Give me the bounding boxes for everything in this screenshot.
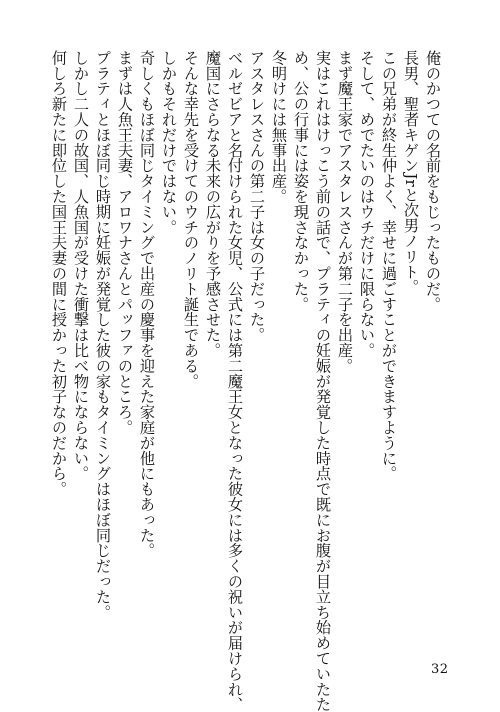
text-line: 俺のかつての名前をもじったものだ。 — [424, 50, 442, 312]
text-line: この兄弟が終生仲よく、幸せに過ごすことができますように。 — [380, 50, 398, 482]
text-line: しかもそれだけではない。 — [160, 50, 178, 235]
text-line: 魔国にさらなる未来の広がりを予感させた。 — [204, 50, 222, 358]
text-line: そんな幸先を受けてのウチのノリト誕生である。 — [182, 50, 200, 389]
text-line: 何しろ新たに即位した国王夫妻の間に授かった初子なのだから。 — [50, 50, 68, 497]
text-line: 長男、聖者キゲンJrと次男ノリト。 — [402, 50, 420, 295]
text-line: プラティとほぼ同じ時期に妊娠が発覚した彼の家もタイミングはほぼ同じだった。 — [94, 50, 112, 620]
text-line: 奇しくもほぼ同じタイミングで出産の慶事を迎えた家庭が他にもあった。 — [138, 50, 156, 559]
text-line: ベルゼビアと名付けられた女児、公式には第二魔王女となった彼女には多くの祝いが届けられ、 — [226, 50, 244, 712]
text-line: しかし二人の故国、人魚国が受けた衝撃は比べ物にならない。 — [72, 50, 90, 482]
text-line: まず魔王家でアスタレスさんが第二子を出産。 — [336, 50, 354, 374]
text-line: そして、めでたいのはウチだけに限らない。 — [358, 50, 376, 358]
text-line: 実はこれはけっこう前の話で、プラティの妊娠が発覚した時点で既にお腹が目立ち始めていたた — [314, 50, 332, 712]
text-line: アスタレスさんの第二子は女の子だった。 — [248, 50, 266, 343]
page-number: 32 — [431, 662, 449, 677]
text-line: まずは人魚王夫妻、アロワナさんとパッファのところ。 — [116, 50, 134, 435]
text-line: め、公の行事には姿を現さなかった。 — [292, 50, 310, 312]
text-line: 冬明けには無事出産。 — [270, 50, 288, 204]
